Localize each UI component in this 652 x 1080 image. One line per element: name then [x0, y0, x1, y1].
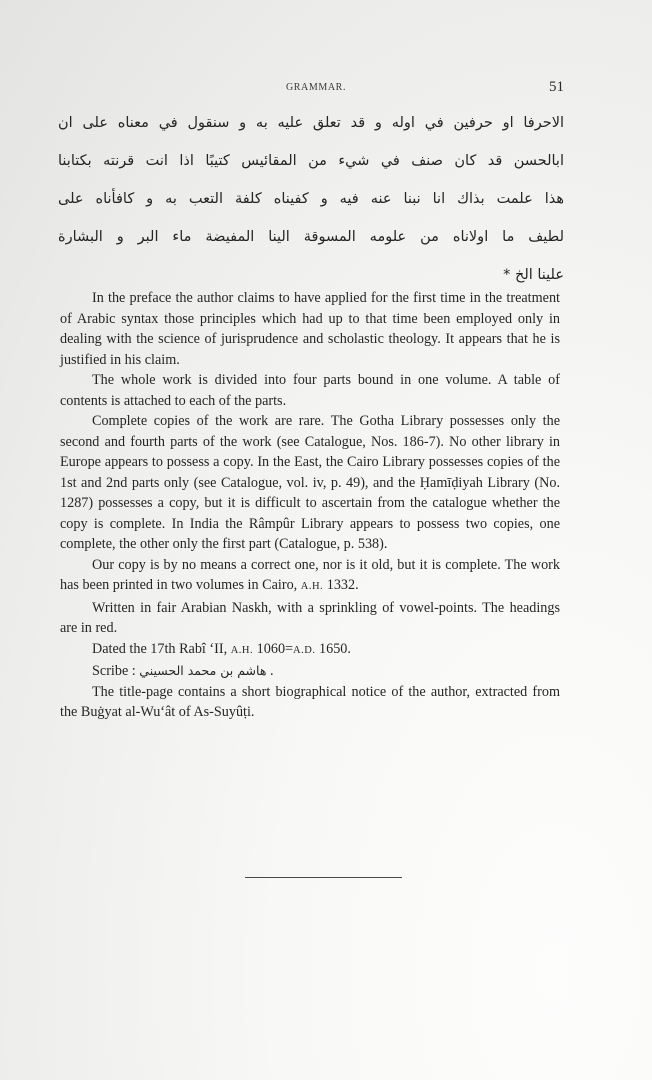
date-mid: 1060=	[256, 640, 294, 657]
paragraph-title-page: The title-page contains a short biographical notice of the author, extracted from the Buġyat al-Wu‘ât of As-Suyûṭi.	[60, 683, 560, 720]
print-year: 1332.	[326, 577, 359, 593]
paragraph-structure: The whole work is divided into four parts bound in one volume. A table of contents is attached to each of the parts.	[60, 372, 560, 409]
scribe-label: Scribe :	[92, 663, 136, 679]
paragraph-preface: In the preface the author claims to have applied for the first time in the treatment of Arabic syntax those principles which had up to that time been employed only in dealing with the science of jurisprudence and scholastic theology. It appears that he is justified in his claim.	[60, 290, 560, 368]
running-head	[60, 79, 572, 97]
scribe-name: هاشم بن محمد الحسيني	[139, 663, 267, 678]
body-text	[60, 288, 560, 723]
paragraph-scribe	[60, 661, 560, 682]
date-suffix: 1650.	[319, 640, 351, 657]
paragraph-script: Written in fair Arabian Naskh, with a sprinkling of vowel-points. The headings are in red.	[60, 599, 560, 636]
paragraph-date	[60, 639, 560, 662]
scribe-end: .	[269, 663, 274, 679]
running-title: GRAMMAR.	[285, 82, 347, 93]
era-ah: A.H.	[300, 581, 324, 592]
arabic-line: علينا الخ *	[503, 267, 564, 283]
paragraph-copies: Complete copies of the work are rare. The Gotha Library possesses only the second and fourth parts of the work (see Catalogue, Nos. 186-7). No other library in Europe appears to possess a copy. In the East, the Cairo Library possesses copies of the 1st and 2nd parts only (see Catalogue, vol. iv, p. 49), and the Ḥamīḍiyah Library (No. 1287) possesses a copy, but it is difficult to ascertain from the catalogue whether the copy is complete. In India the Râmpûr Library appears to possess two copies, one complete, the other only the first part (Catalogue, p. 538).	[60, 413, 560, 552]
arabic-line: الاحرفا او حرفين في اوله و قد تعلق عليه به و سنقول في معناه على ان	[58, 115, 564, 131]
section-end-rule	[245, 877, 402, 878]
page-number: 51	[549, 79, 564, 95]
paragraph-our-copy	[60, 555, 560, 598]
era-ah: A.H.	[230, 644, 254, 656]
arabic-line: هذا علمت بذاك انا نبنا عنه فيه و كفيناه كلفة التعب به و كافأناه على	[58, 191, 564, 207]
our-copy-text: Our copy is by no means a correct one, nor is it old, but it is complete. The work has been printed in two volumes in Cairo,	[60, 556, 560, 593]
era-ad: A.D.	[293, 644, 316, 656]
arabic-line: ابالحسن قد كان صنف في شيء من المقائيس كتيبًا اذا انت قرنته بكتابنا	[58, 153, 564, 169]
arabic-quotation	[58, 104, 564, 294]
date-prefix: Dated the 17th Rabî ‘II,	[92, 640, 228, 657]
arabic-line: لطيف ما اولاناه من علومه المسوقة الينا المفيضة ماء البر و البشارة	[58, 229, 564, 245]
